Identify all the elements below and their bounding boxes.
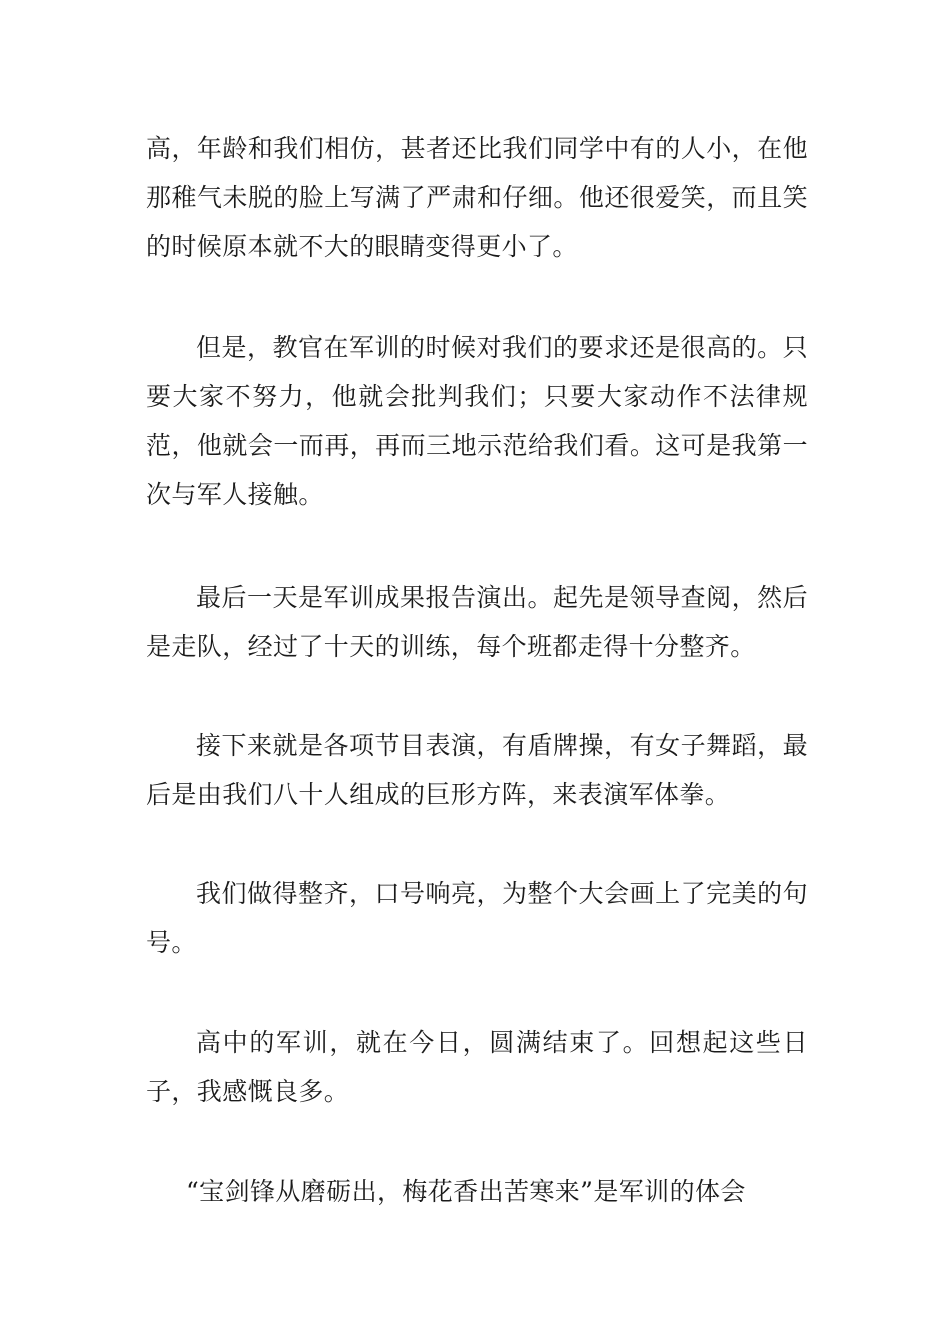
paragraph-training-requirements: 但是，教官在军训的时候对我们的要求还是很高的。只要大家不努力，他就会批判我们；只要大家动作不法律规范，他就会一而再，再而三地示范给我们看。这可是我第一次与军人接触。 [146,333,808,509]
paragraph-quote: “宝剑锋从磨砺出，梅花香出苦寒来”是军训的体会 [186,1177,746,1206]
paragraph-perfect-ending: 我们做得整齐，口号响亮，为整个大会画上了完美的句号。 [146,879,808,957]
paragraph-final-day-report: 最后一天是军训成果报告演出。起先是领导查阅，然后是走队，经过了十天的训练，每个班都走得十分整齐。 [146,583,808,661]
paragraph-performances: 接下来就是各项节目表演，有盾牌操，有女子舞蹈，最后是由我们八十人组成的巨形方阵，来表演军体拳。 [146,731,808,809]
paragraph-training-concluded: 高中的军训，就在今日，圆满结束了。回想起这些日子，我感慨良多。 [146,1028,808,1106]
paragraph-instructor-description: 高，年龄和我们相仿，甚者还比我们同学中有的人小，在他那稚气未脱的脸上写满了严肃和仔细。他还很爱笑，而且笑的时候原本就不大的眼睛变得更小了。 [146,134,808,261]
